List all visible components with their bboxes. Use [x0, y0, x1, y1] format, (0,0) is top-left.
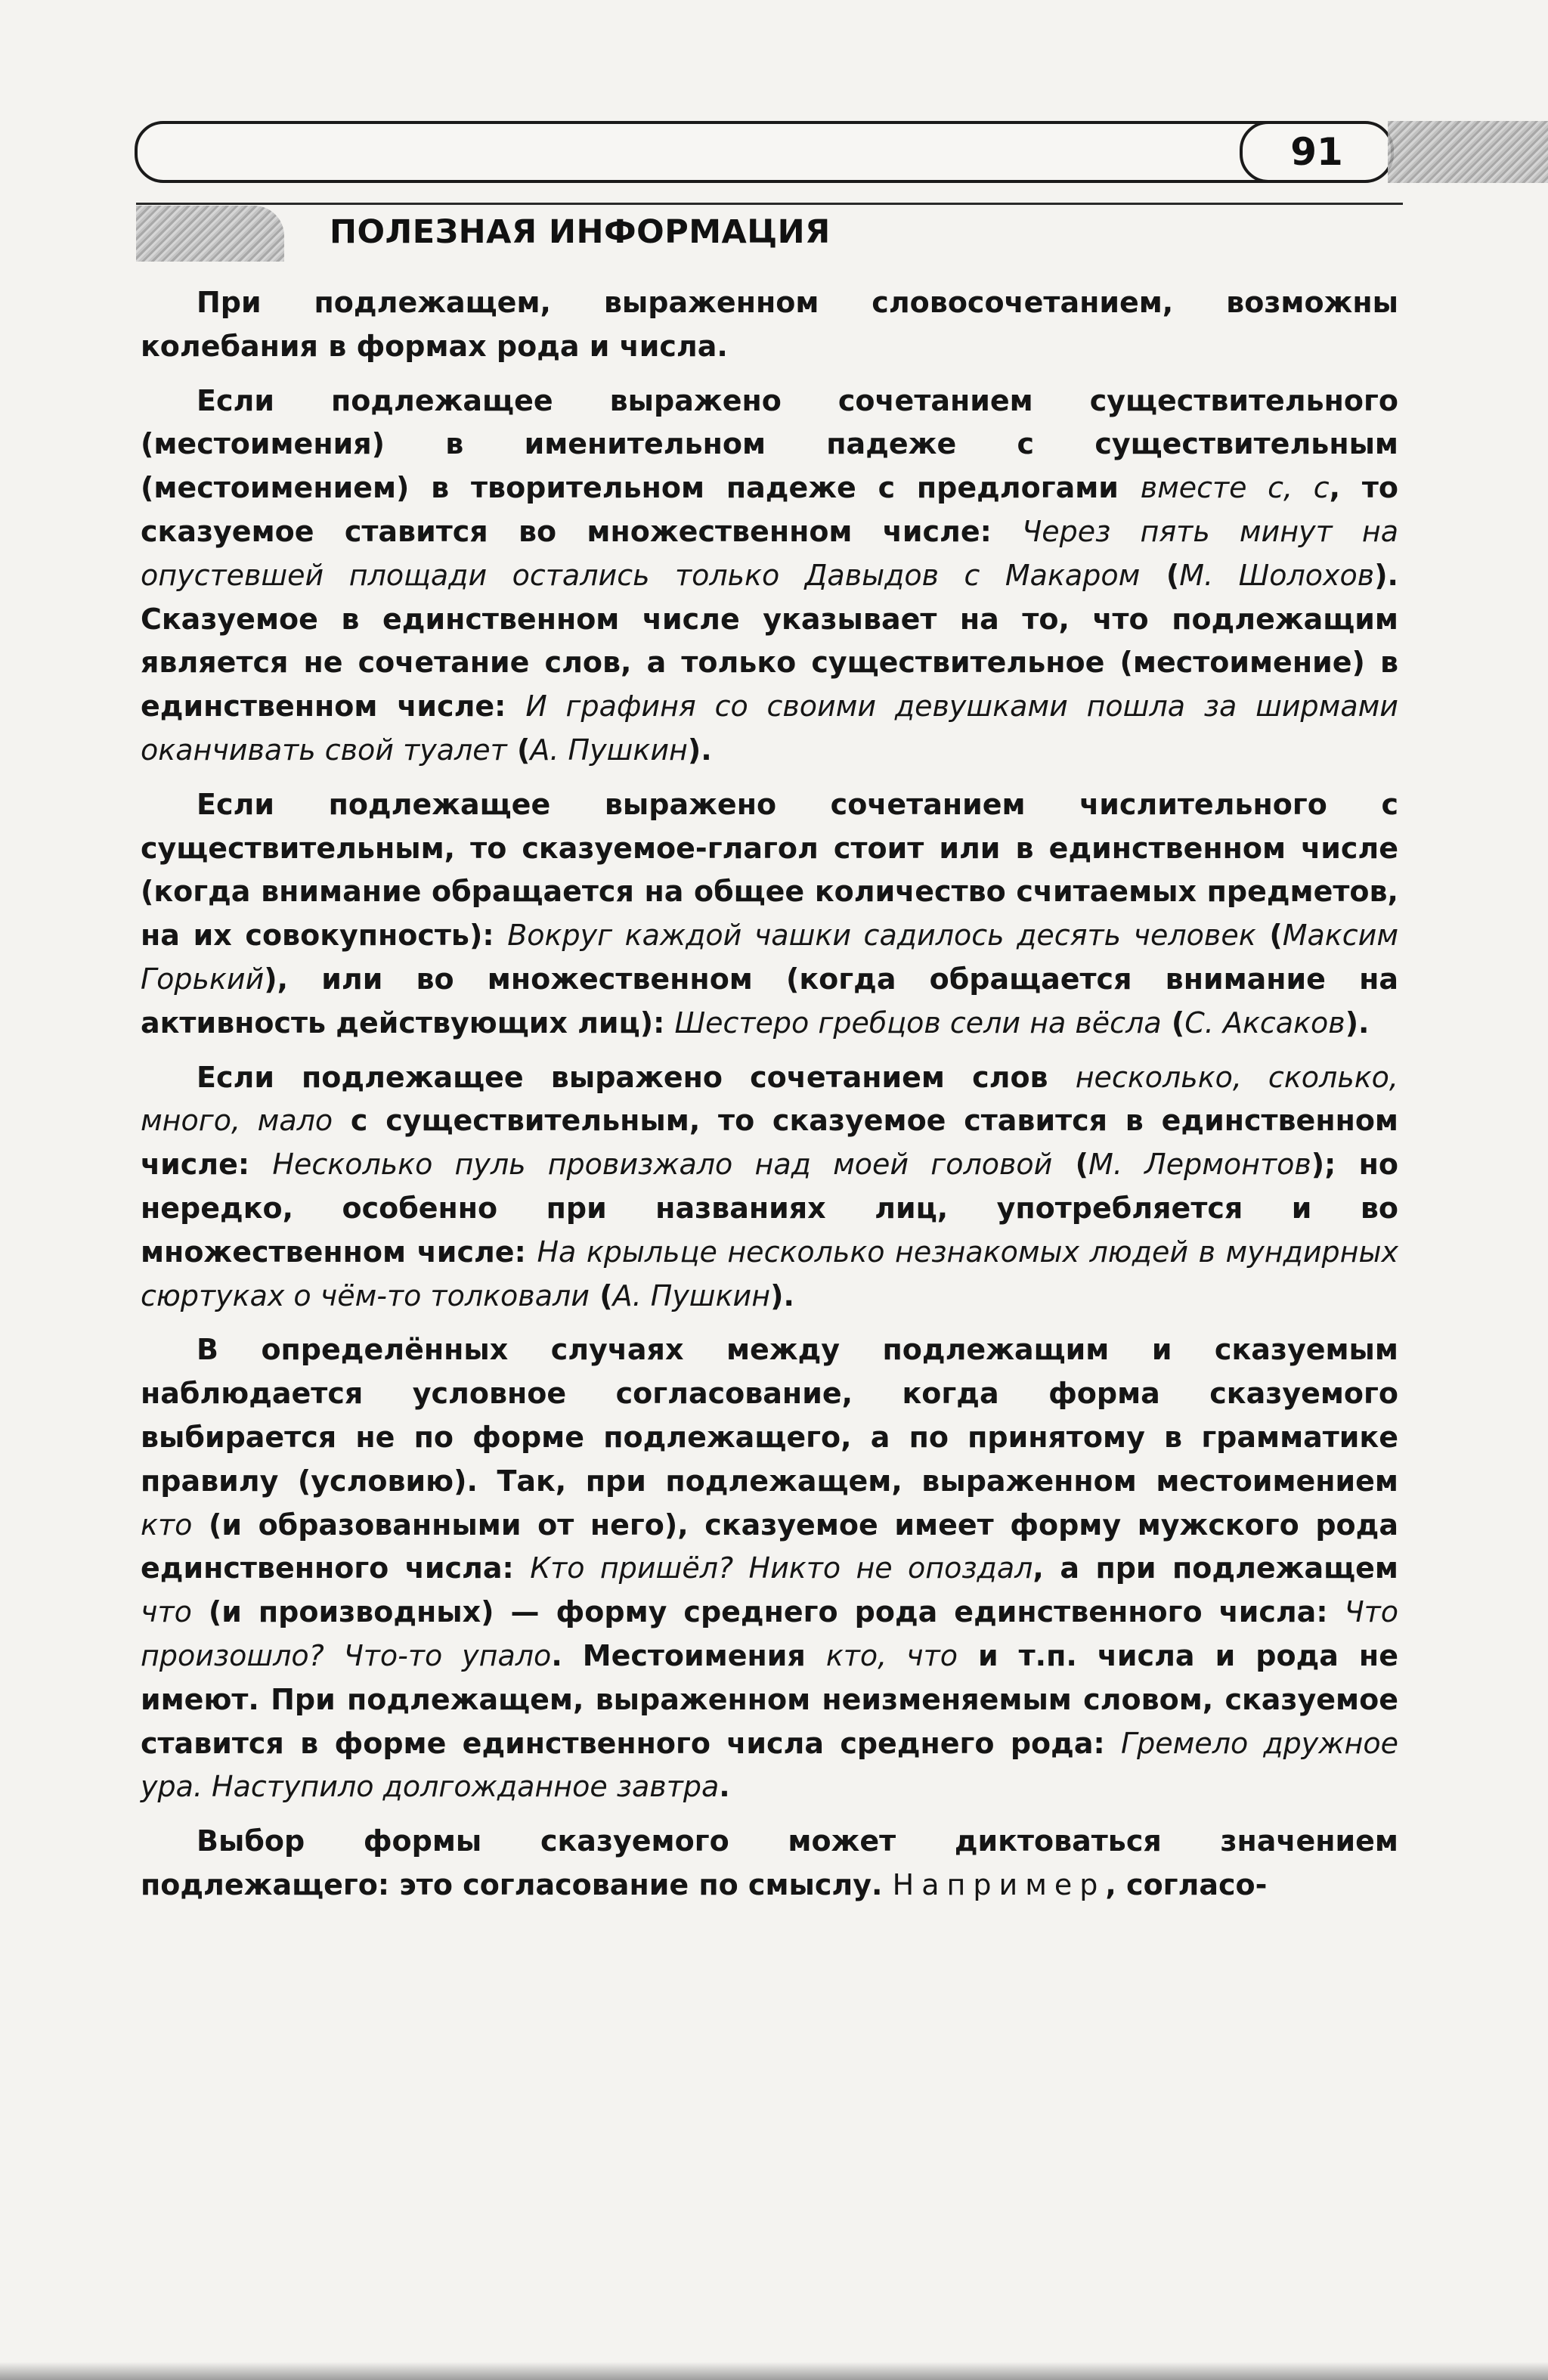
section-title: ПОЛЕЗНАЯ ИНФОРМАЦИЯ: [330, 213, 831, 251]
header-bar: [135, 121, 1380, 183]
paragraph-3: Если подлежащее выражено сочетанием числительного с существительным, то сказуемое-глагол стоит или в единственном числе (когда внимание обращается на общее количество считаемых предметов, на их совокупность): Вокруг каждой чашки садилось десять человек (Максим Горький), или во множественном (когда обращается внимание на активность действующих лиц): Шестеро гребцов сели на вёсла (С. Аксаков).: [141, 787, 1398, 1040]
section-rule: [136, 203, 1403, 205]
paragraph-6: Выбор формы сказуемого может диктоваться значением подлежащего: это согласование по смыслу. Например, согласо-: [141, 1824, 1398, 1901]
page-number: 91: [1240, 121, 1394, 183]
body-text: [141, 281, 1398, 1918]
paragraph-5: В определённых случаях между подлежащим и сказуемым наблюдается условное согласование, когда форма сказуемого выбирается не по форме подлежащего, а по принятому в грамматике правилу (условию). Так, при подлежащем, выраженном местоимением кто (и образованными от него), сказуемое имеет форму мужского рода единственного числа: Кто пришёл? Никто не опоздал, а при подлежащем что (и производных) — форму среднего рода единственного числа: Что произошло? Что-то упало. Местоимения кто, что и т.п. числа и рода не имеют. При подлежащем, выраженном неизменяемым словом, сказуемое ставится в форме единственного числа среднего рода: Гремело дружное ура. Наступило долгожданное завтра.: [141, 1333, 1398, 1804]
paragraph-4: Если подлежащее выражено сочетанием слов несколько, сколько, много, мало с существительным, то сказуемое ставится в единственном числе: Несколько пуль провизжало над моей головой (М. Лермонтов); но нередко, особенно при названиях лиц, употребляется и во множественном числе: На крыльце несколько незнакомых людей в мундирных сюртуках о чём-то толковали (А. Пушкин).: [141, 1060, 1398, 1312]
scan-bottom-edge: [0, 2362, 1548, 2380]
paragraph-1: При подлежащем, выраженном словосочетанием, возможны колебания в формах рода и числа.: [141, 286, 1398, 363]
section-badge: [136, 206, 284, 262]
header-texture: [1388, 121, 1548, 183]
paragraph-2: Если подлежащее выражено сочетанием существительного (местоимения) в именительном падеже с существительным (местоимением) в творительном падеже с предлогами вместе с, с, то сказуемое ставится во множественном числе: Через пять минут на опустевшей площади остались только Давыдов с Макаром (М. Шолохов). Сказуемое в единственном числе указывает на то, что подлежащим является не сочетание слов, а только существительное (местоимение) в единственном числе: И графиня со своими девушками пошла за ширмами оканчивать свой туалет (А. Пушкин).: [141, 383, 1399, 767]
